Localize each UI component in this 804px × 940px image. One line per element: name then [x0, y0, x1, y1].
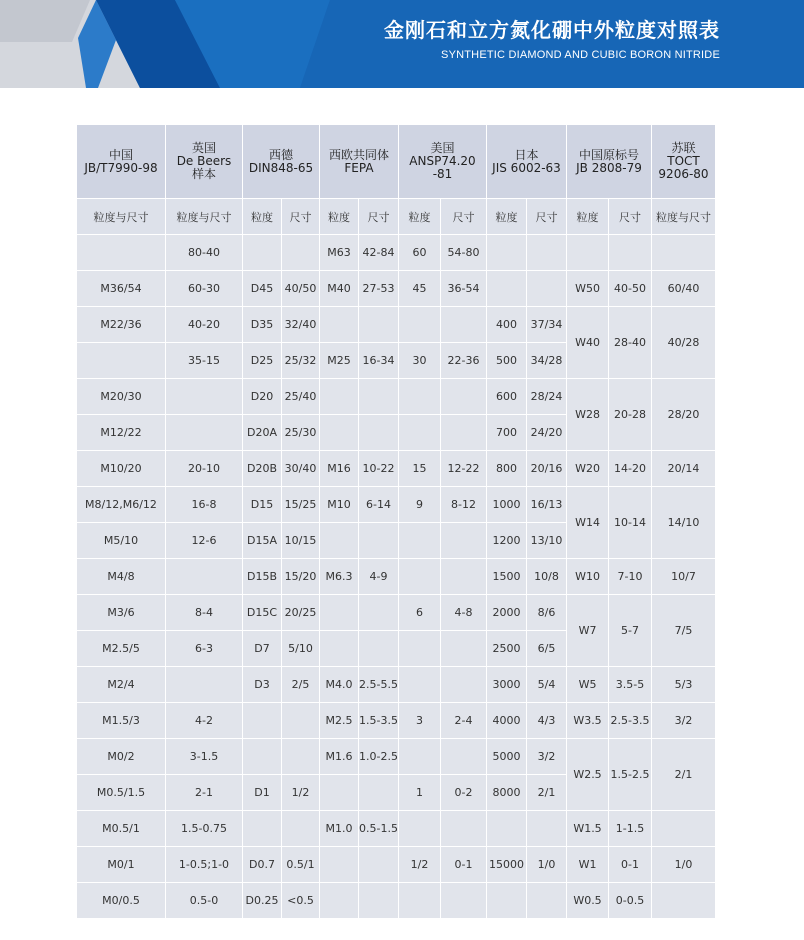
- cell-cn-jb: M8/12,M6/12: [77, 487, 165, 522]
- cell-cn-old-size: 7-10: [609, 559, 651, 594]
- cell-eu-grit: M40: [320, 271, 358, 306]
- cell-de-size: 15/25: [282, 487, 319, 522]
- cell-cn-old-grit: W10: [567, 559, 608, 594]
- column-header: [567, 125, 651, 198]
- cell-eu-size: [359, 631, 398, 666]
- cell-us-size: [441, 307, 486, 342]
- cell-cn-old-grit: W3.5: [567, 703, 608, 738]
- cell-jp-size: [527, 811, 566, 846]
- table-row: [77, 883, 715, 918]
- cell-cn-jb: M4/8: [77, 559, 165, 594]
- cell-cn-jb: M0/2: [77, 739, 165, 774]
- sub-header: 尺寸: [282, 199, 319, 234]
- cell-uk-debeers: 8-4: [166, 595, 242, 630]
- header-banner: [0, 0, 804, 88]
- column-header-line: JIS 6002-63: [492, 160, 561, 175]
- cell-us-size: 4-8: [441, 595, 486, 630]
- cell-cn-jb: M2.5/5: [77, 631, 165, 666]
- cell-cn-old-grit: W20: [567, 451, 608, 486]
- cell-us-size: [441, 415, 486, 450]
- cell-cn-jb: M0/1: [77, 847, 165, 882]
- cell-jp-grit: 2500: [487, 631, 526, 666]
- cell-jp-grit: 3000: [487, 667, 526, 702]
- cell-uk-debeers: 20-10: [166, 451, 242, 486]
- column-header: [166, 125, 242, 198]
- cell-de-grit: D25: [243, 343, 281, 378]
- cell-eu-size: 4-9: [359, 559, 398, 594]
- column-header-line: 中国: [108, 147, 133, 162]
- cell-ussr: [652, 883, 715, 918]
- cell-eu-size: 42-84: [359, 235, 398, 270]
- cell-us-size: [441, 379, 486, 414]
- cell-de-grit: D3: [243, 667, 281, 702]
- cell-ussr: 1/0: [652, 847, 715, 882]
- column-header-line: 西欧共同体: [328, 147, 389, 162]
- cell-eu-grit: M25: [320, 343, 358, 378]
- cell-jp-size: 16/13: [527, 487, 566, 522]
- cell-us-size: 12-22: [441, 451, 486, 486]
- cell-eu-grit: M10: [320, 487, 358, 522]
- sub-header: 粒度: [487, 199, 526, 234]
- cell-de-grit: D20A: [243, 415, 281, 450]
- cell-us-size: 2-4: [441, 703, 486, 738]
- cell-cn-jb: M10/20: [77, 451, 165, 486]
- cell-cn-old-size: 28-40: [609, 307, 651, 378]
- cell-uk-debeers: 35-15: [166, 343, 242, 378]
- cell-eu-grit: [320, 523, 358, 558]
- cell-cn-old-size: 1.5-2.5: [609, 739, 651, 810]
- cell-jp-grit: 400: [487, 307, 526, 342]
- cell-cn-jb: M22/36: [77, 307, 165, 342]
- table-row: [77, 235, 715, 270]
- cell-us-size: [441, 523, 486, 558]
- cell-jp-grit: 700: [487, 415, 526, 450]
- cell-de-grit: D15C: [243, 595, 281, 630]
- sub-header: 粒度与尺寸: [166, 199, 242, 234]
- column-header: [320, 125, 398, 198]
- cell-jp-size: 5/4: [527, 667, 566, 702]
- cell-ussr: 20/14: [652, 451, 715, 486]
- cell-ussr: 2/1: [652, 739, 715, 810]
- cell-cn-jb: M0.5/1: [77, 811, 165, 846]
- column-header-line: 中国原标号: [578, 147, 639, 162]
- cell-de-size: 1/2: [282, 775, 319, 810]
- table-row: [77, 847, 715, 882]
- cell-de-size: [282, 235, 319, 270]
- cell-jp-size: 34/28: [527, 343, 566, 378]
- cell-ussr: 28/20: [652, 379, 715, 450]
- cell-uk-debeers: [166, 667, 242, 702]
- cell-cn-jb: M36/54: [77, 271, 165, 306]
- cell-cn-old-grit: W50: [567, 271, 608, 306]
- cell-cn-old-grit: W28: [567, 379, 608, 450]
- cell-de-grit: D7: [243, 631, 281, 666]
- cell-eu-size: [359, 415, 398, 450]
- cell-de-size: 20/25: [282, 595, 319, 630]
- cell-de-grit: D0.7: [243, 847, 281, 882]
- cell-us-grit: 9: [399, 487, 440, 522]
- cell-ussr: 7/5: [652, 595, 715, 666]
- cell-us-grit: [399, 415, 440, 450]
- cell-de-size: [282, 811, 319, 846]
- sub-header: 尺寸: [359, 199, 398, 234]
- cell-us-size: 8-12: [441, 487, 486, 522]
- table-row: [77, 487, 715, 522]
- cell-cn-old-grit: W40: [567, 307, 608, 378]
- cell-us-grit: 15: [399, 451, 440, 486]
- cell-cn-old-grit: W0.5: [567, 883, 608, 918]
- cell-jp-grit: 600: [487, 379, 526, 414]
- column-header: [77, 125, 165, 198]
- cell-jp-size: 20/16: [527, 451, 566, 486]
- cell-ussr: [652, 811, 715, 846]
- cell-cn-jb: M20/30: [77, 379, 165, 414]
- cell-uk-debeers: 60-30: [166, 271, 242, 306]
- cell-eu-grit: M1.0: [320, 811, 358, 846]
- cell-jp-grit: 800: [487, 451, 526, 486]
- cell-ussr: 3/2: [652, 703, 715, 738]
- cell-de-size: 25/30: [282, 415, 319, 450]
- cell-de-size: 30/40: [282, 451, 319, 486]
- column-header-line: JB 2808-79: [576, 160, 642, 175]
- column-header-line: 美国: [430, 141, 455, 155]
- cell-de-grit: D1: [243, 775, 281, 810]
- cell-de-grit: [243, 703, 281, 738]
- cell-cn-old-size: 20-28: [609, 379, 651, 450]
- cell-us-size: 0-1: [441, 847, 486, 882]
- column-header: [243, 125, 319, 198]
- cell-ussr: 10/7: [652, 559, 715, 594]
- cell-us-grit: [399, 379, 440, 414]
- cell-us-grit: 6: [399, 595, 440, 630]
- cell-cn-old-grit: W2.5: [567, 739, 608, 810]
- table-row: [77, 559, 715, 594]
- cell-jp-grit: 2000: [487, 595, 526, 630]
- cell-de-grit: D15A: [243, 523, 281, 558]
- cell-eu-grit: M4.0: [320, 667, 358, 702]
- column-header: [399, 125, 486, 198]
- page-title: 金刚石和立方氮化硼中外粒度对照表: [384, 18, 720, 42]
- cell-jp-size: 4/3: [527, 703, 566, 738]
- cell-jp-grit: 8000: [487, 775, 526, 810]
- cell-de-grit: [243, 235, 281, 270]
- cell-cn-jb: M0.5/1.5: [77, 775, 165, 810]
- sub-header: 尺寸: [609, 199, 651, 234]
- cell-cn-jb: [77, 235, 165, 270]
- sub-header: 尺寸: [441, 199, 486, 234]
- cell-jp-grit: 4000: [487, 703, 526, 738]
- cell-de-grit: D35: [243, 307, 281, 342]
- cell-eu-grit: M63: [320, 235, 358, 270]
- cell-cn-old-size: 40-50: [609, 271, 651, 306]
- cell-us-grit: [399, 667, 440, 702]
- cell-uk-debeers: 40-20: [166, 307, 242, 342]
- cell-cn-old-grit: [567, 235, 608, 270]
- cell-cn-jb: M1.5/3: [77, 703, 165, 738]
- cell-eu-grit: [320, 883, 358, 918]
- column-header-line: -81: [432, 167, 453, 181]
- cell-eu-size: [359, 523, 398, 558]
- cell-eu-grit: [320, 847, 358, 882]
- cell-cn-old-grit: W5: [567, 667, 608, 702]
- cell-cn-old-size: [609, 235, 651, 270]
- cell-cn-old-grit: W1: [567, 847, 608, 882]
- cell-us-grit: [399, 559, 440, 594]
- cell-de-size: 25/40: [282, 379, 319, 414]
- cell-de-size: [282, 703, 319, 738]
- cell-uk-debeers: 3-1.5: [166, 739, 242, 774]
- cell-jp-size: 24/20: [527, 415, 566, 450]
- cell-us-grit: [399, 631, 440, 666]
- cell-jp-size: 28/24: [527, 379, 566, 414]
- table-row: [77, 739, 715, 774]
- cell-de-size: 25/32: [282, 343, 319, 378]
- column-header-line: DIN848-65: [248, 160, 314, 175]
- cell-de-grit: [243, 739, 281, 774]
- cell-jp-size: 13/10: [527, 523, 566, 558]
- cell-us-size: [441, 667, 486, 702]
- table-row: [77, 667, 715, 702]
- cell-de-size: 40/50: [282, 271, 319, 306]
- cell-jp-grit: 15000: [487, 847, 526, 882]
- cell-cn-jb: M3/6: [77, 595, 165, 630]
- cell-jp-size: 3/2: [527, 739, 566, 774]
- cell-us-size: 0-2: [441, 775, 486, 810]
- cell-us-grit: 1: [399, 775, 440, 810]
- cell-us-grit: [399, 523, 440, 558]
- cell-us-size: 36-54: [441, 271, 486, 306]
- cell-eu-grit: [320, 775, 358, 810]
- sub-header: 粒度与尺寸: [652, 199, 715, 234]
- column-header-line: 样本: [191, 167, 216, 181]
- cell-jp-grit: [487, 811, 526, 846]
- cell-cn-jb: M2/4: [77, 667, 165, 702]
- cell-cn-old-size: 14-20: [609, 451, 651, 486]
- cell-jp-size: 10/8: [527, 559, 566, 594]
- cell-eu-size: 6-14: [359, 487, 398, 522]
- cell-cn-jb: M0/0.5: [77, 883, 165, 918]
- cell-us-grit: 3: [399, 703, 440, 738]
- cell-de-grit: D20: [243, 379, 281, 414]
- cell-us-size: [441, 883, 486, 918]
- cell-ussr: 5/3: [652, 667, 715, 702]
- cell-de-grit: D15B: [243, 559, 281, 594]
- table-row: [77, 307, 715, 342]
- sub-header: 粒度: [243, 199, 281, 234]
- grit-size-comparison-table: [76, 124, 716, 919]
- cell-eu-size: 0.5-1.5: [359, 811, 398, 846]
- cell-uk-debeers: 4-2: [166, 703, 242, 738]
- cell-de-size: 15/20: [282, 559, 319, 594]
- cell-eu-size: [359, 775, 398, 810]
- cell-us-size: 54-80: [441, 235, 486, 270]
- column-header-line: ANSP74.20: [409, 154, 476, 168]
- cell-jp-size: [527, 271, 566, 306]
- column-header-line: 英国: [191, 141, 216, 155]
- cell-eu-size: [359, 883, 398, 918]
- column-header: [487, 125, 566, 198]
- column-header-line: 9206-80: [658, 167, 709, 181]
- cell-de-size: 32/40: [282, 307, 319, 342]
- cell-cn-old-size: 0-1: [609, 847, 651, 882]
- column-header-line: 日本: [514, 147, 539, 162]
- cell-jp-grit: 5000: [487, 739, 526, 774]
- table-row: [77, 595, 715, 630]
- column-header-line: FEPA: [344, 160, 374, 175]
- sub-header-row: [77, 199, 715, 234]
- cell-uk-debeers: 1.5-0.75: [166, 811, 242, 846]
- cell-uk-debeers: 1-0.5;1-0: [166, 847, 242, 882]
- cell-cn-old-grit: W1.5: [567, 811, 608, 846]
- cell-uk-debeers: [166, 559, 242, 594]
- cell-de-size: 2/5: [282, 667, 319, 702]
- table-row: [77, 379, 715, 414]
- cell-uk-debeers: 12-6: [166, 523, 242, 558]
- cell-uk-debeers: [166, 379, 242, 414]
- cell-eu-grit: [320, 631, 358, 666]
- cell-jp-grit: 500: [487, 343, 526, 378]
- cell-eu-size: [359, 379, 398, 414]
- cell-de-size: 0.5/1: [282, 847, 319, 882]
- cell-jp-size: [527, 235, 566, 270]
- column-header-row: [77, 125, 715, 198]
- cell-cn-old-size: 2.5-3.5: [609, 703, 651, 738]
- cell-eu-grit: [320, 595, 358, 630]
- column-header-line: 西德: [268, 147, 293, 162]
- column-header-line: De Beers: [176, 154, 232, 168]
- cell-jp-size: 2/1: [527, 775, 566, 810]
- table-row: [77, 271, 715, 306]
- cell-uk-debeers: 80-40: [166, 235, 242, 270]
- cell-us-size: [441, 631, 486, 666]
- cell-us-grit: 45: [399, 271, 440, 306]
- cell-eu-grit: [320, 307, 358, 342]
- cell-de-grit: [243, 811, 281, 846]
- cell-eu-grit: [320, 415, 358, 450]
- cell-de-grit: D0.25: [243, 883, 281, 918]
- page-subtitle: SYNTHETIC DIAMOND AND CUBIC BORON NITRIDE: [441, 49, 720, 61]
- cell-us-size: [441, 559, 486, 594]
- cell-us-size: [441, 739, 486, 774]
- cell-eu-size: [359, 595, 398, 630]
- cell-us-size: 22-36: [441, 343, 486, 378]
- cell-us-size: [441, 811, 486, 846]
- cell-de-grit: D15: [243, 487, 281, 522]
- cell-us-grit: [399, 739, 440, 774]
- cell-eu-size: 1.5-3.5: [359, 703, 398, 738]
- table-row: [77, 703, 715, 738]
- cell-jp-grit: [487, 271, 526, 306]
- sub-header: 粒度: [320, 199, 358, 234]
- cell-cn-jb: [77, 343, 165, 378]
- cell-us-grit: 1/2: [399, 847, 440, 882]
- cell-eu-size: 10-22: [359, 451, 398, 486]
- cell-cn-old-grit: W7: [567, 595, 608, 666]
- cell-jp-grit: 1200: [487, 523, 526, 558]
- cell-us-grit: 30: [399, 343, 440, 378]
- cell-us-grit: [399, 307, 440, 342]
- cell-uk-debeers: [166, 415, 242, 450]
- cell-uk-debeers: 2-1: [166, 775, 242, 810]
- cell-de-size: <0.5: [282, 883, 319, 918]
- cell-jp-grit: [487, 235, 526, 270]
- cell-eu-size: 16-34: [359, 343, 398, 378]
- column-header-line: 苏联: [671, 141, 696, 155]
- cell-us-grit: 60: [399, 235, 440, 270]
- cell-us-grit: [399, 811, 440, 846]
- cell-jp-size: 8/6: [527, 595, 566, 630]
- cell-cn-old-size: 1-1.5: [609, 811, 651, 846]
- cell-cn-old-size: 10-14: [609, 487, 651, 558]
- table-row: [77, 811, 715, 846]
- cell-jp-size: 1/0: [527, 847, 566, 882]
- grit-size-table-container: [76, 124, 716, 919]
- cell-ussr: [652, 235, 715, 270]
- cell-eu-size: 2.5-5.5: [359, 667, 398, 702]
- cell-jp-grit: [487, 883, 526, 918]
- cell-eu-size: [359, 847, 398, 882]
- sub-header: 粒度: [567, 199, 608, 234]
- cell-cn-old-size: 3.5-5: [609, 667, 651, 702]
- cell-ussr: 60/40: [652, 271, 715, 306]
- cell-eu-grit: M6.3: [320, 559, 358, 594]
- sub-header: 尺寸: [527, 199, 566, 234]
- cell-eu-grit: M16: [320, 451, 358, 486]
- cell-cn-old-grit: W14: [567, 487, 608, 558]
- cell-jp-size: [527, 883, 566, 918]
- cell-uk-debeers: 0.5-0: [166, 883, 242, 918]
- cell-ussr: 14/10: [652, 487, 715, 558]
- cell-de-size: 10/15: [282, 523, 319, 558]
- cell-eu-size: [359, 307, 398, 342]
- column-header-line: TOCT: [667, 154, 700, 168]
- sub-header: 粒度与尺寸: [77, 199, 165, 234]
- cell-eu-size: 1.0-2.5: [359, 739, 398, 774]
- cell-ussr: 40/28: [652, 307, 715, 378]
- cell-cn-old-size: 0-0.5: [609, 883, 651, 918]
- table-row: [77, 451, 715, 486]
- cell-jp-size: 37/34: [527, 307, 566, 342]
- cell-cn-jb: M5/10: [77, 523, 165, 558]
- cell-jp-grit: 1500: [487, 559, 526, 594]
- cell-cn-old-size: 5-7: [609, 595, 651, 666]
- cell-us-grit: [399, 883, 440, 918]
- cell-cn-jb: M12/22: [77, 415, 165, 450]
- sub-header: 粒度: [399, 199, 440, 234]
- cell-de-grit: D20B: [243, 451, 281, 486]
- cell-de-grit: D45: [243, 271, 281, 306]
- cell-eu-size: 27-53: [359, 271, 398, 306]
- cell-eu-grit: M2.5: [320, 703, 358, 738]
- cell-uk-debeers: 16-8: [166, 487, 242, 522]
- cell-de-size: 5/10: [282, 631, 319, 666]
- cell-eu-grit: [320, 379, 358, 414]
- cell-uk-debeers: 6-3: [166, 631, 242, 666]
- column-header-line: JB/T7990-98: [84, 160, 158, 175]
- cell-de-size: [282, 739, 319, 774]
- cell-eu-grit: M1.6: [320, 739, 358, 774]
- cell-jp-grit: 1000: [487, 487, 526, 522]
- cell-jp-size: 6/5: [527, 631, 566, 666]
- column-header: [652, 125, 715, 198]
